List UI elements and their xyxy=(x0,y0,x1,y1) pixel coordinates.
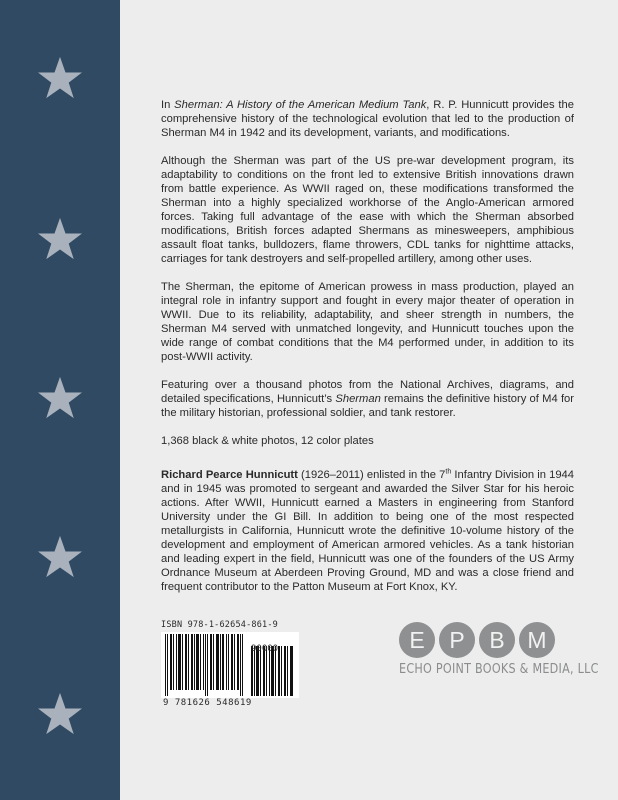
publisher-name: ECHO POINT BOOKS & MEDIA, LLC xyxy=(399,662,599,677)
barcode-addon-number: 90000 xyxy=(251,644,279,654)
description-paragraph-3: The Sherman, the epitome of American prowess in mass production, played an integral role in infantry support and fought in every major theater of operation in WWII. Due to its reliability, adaptability, and sheer strength in numbers, the Sherman M4 served with unmatched longevity, and Hunnicutt touches upon the wide range of combat conditions that the M4 performed under, in addition to its post-WWII activity. xyxy=(161,281,574,363)
logo-letter-m: M xyxy=(519,622,555,658)
star-icon xyxy=(37,535,83,579)
author-bio: Richard Pearce Hunnicutt (1926–2011) enlisted in the 7th Infantry Division in 1944 and in 1945 was promoted to sergeant and awarded the Silver Star for his heroic actions. After WWII, Hunnicutt earned a Masters in engineering from Stanford University under the GI Bill. In addition to being one of the most respected metallurgists in California, Hunnicutt wrote the definitive 10-volume history of the development and employment of American armored vehicles. As a tank historian and leading expert in the field, Hunnicutt was one of the founders of the US Army Ordnance Museum at Aberdeen Proving Ground, MD and was a close friend and frequent contributor to the Patton Museum at Fort Knox, KY. xyxy=(161,468,574,593)
star-icon xyxy=(37,56,83,100)
back-cover-text xyxy=(161,98,574,608)
publisher-initials xyxy=(399,622,575,658)
logo-letter-e: E xyxy=(399,622,435,658)
barcode-bars xyxy=(161,632,299,698)
star-icon xyxy=(37,692,83,736)
star-icon xyxy=(37,376,83,420)
publisher-logo xyxy=(399,622,599,677)
description-paragraph-1: In Sherman: A History of the American Medium Tank, R. P. Hunnicutt provides the comprehensive history of the technological evolution that led to the production of Sherman M4 in 1942 and its development, variants, and modifications. xyxy=(161,99,574,139)
book-title-short: Sherman xyxy=(335,393,381,405)
left-color-band xyxy=(0,0,120,800)
barcode-number: 9 781626 548619 xyxy=(163,698,252,708)
description-paragraph-4: Featuring over a thousand photos from the National Archives, diagrams, and detailed specifications, Hunnicutt’s Sherman remains the definitive history of M4 for the military historian, professional soldier, and tank restorer. xyxy=(161,379,575,419)
isbn-barcode xyxy=(161,620,299,710)
isbn-label: ISBN 978-1-62654-861-9 xyxy=(161,620,278,630)
logo-letter-b: B xyxy=(479,622,515,658)
star-icon xyxy=(37,217,83,261)
logo-letter-p: P xyxy=(439,622,475,658)
photo-count: 1,368 black & white photos, 12 color plates xyxy=(161,435,374,447)
author-name: Richard Pearce Hunnicutt xyxy=(161,469,298,481)
book-title: Sherman: A History of the American Medium Tank xyxy=(174,99,427,111)
description-paragraph-2: Although the Sherman was part of the US pre-war development program, its adaptability to conditions on the front led to extensive British innovations drawn from battle experience. As WWII raged on, these modifications transformed the Sherman into a highly specialized workhorse of the Anglo-American armored forces. Taking full advantage of the ease with which the Sherman absorbed modifications, British forces adapted Shermans as minesweepers, amphibious assault float tanks, bulldozers, flame throwers, CDL tanks for nighttime attacks, carriages for tank destroyers and self-propelled artillery, among other uses. xyxy=(161,155,574,265)
